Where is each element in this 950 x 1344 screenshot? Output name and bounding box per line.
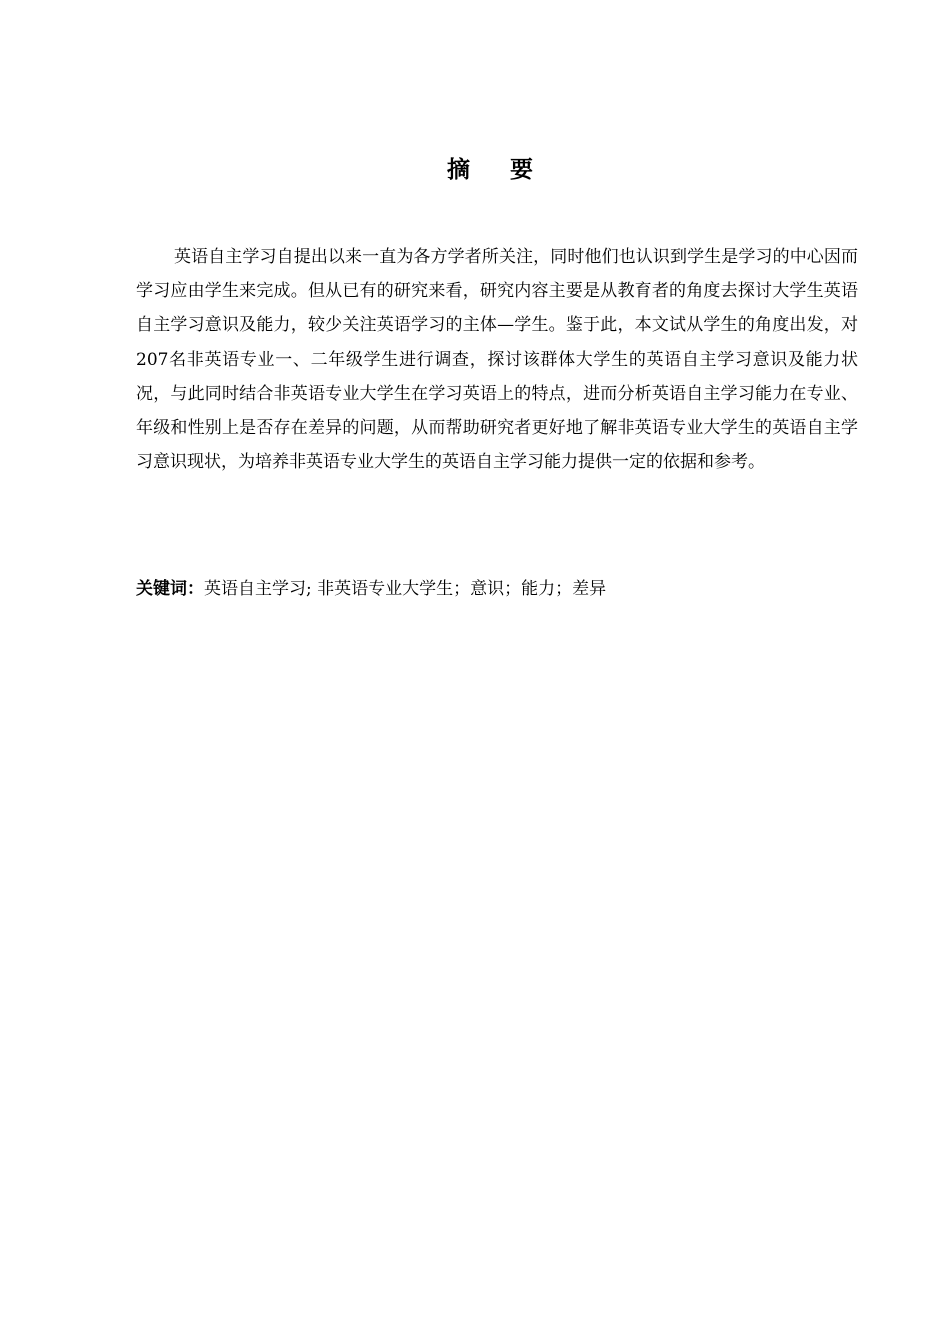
keywords-line [136, 574, 858, 604]
keywords-value: 英语自主学习; 非英语专业大学生；意识；能力；差异 [204, 579, 607, 599]
keywords-label: 关键词： [136, 579, 204, 599]
page-title: 摘 要 [446, 157, 549, 183]
abstract-paragraph: 英语自主学习自提出以来一直为各方学者所关注，同时他们也认识到学生是学习的中心因而学习应由学生来完成。但从已有的研究来看，研究内容主要是从教育者的角度去探讨大学生英语自主学习意识及能力，较少关注英语学习的主体—学生。鉴于此，本文试从学生的角度出发，对207名非英语专业一、二年级学生进行调查，探讨该群体大学生的英语自主学习意识及能力状况，与此同时结合非英语专业大学生在学习英语上的特点，进而分析英语自主学习能力在专业、年级和性别上是否存在差异的问题，从而帮助研究者更好地了解非英语专业大学生的英语自主学习意识现状，为培养非英语专业大学生的英语自主学习能力提供一定的依据和参考。 [136, 247, 858, 473]
